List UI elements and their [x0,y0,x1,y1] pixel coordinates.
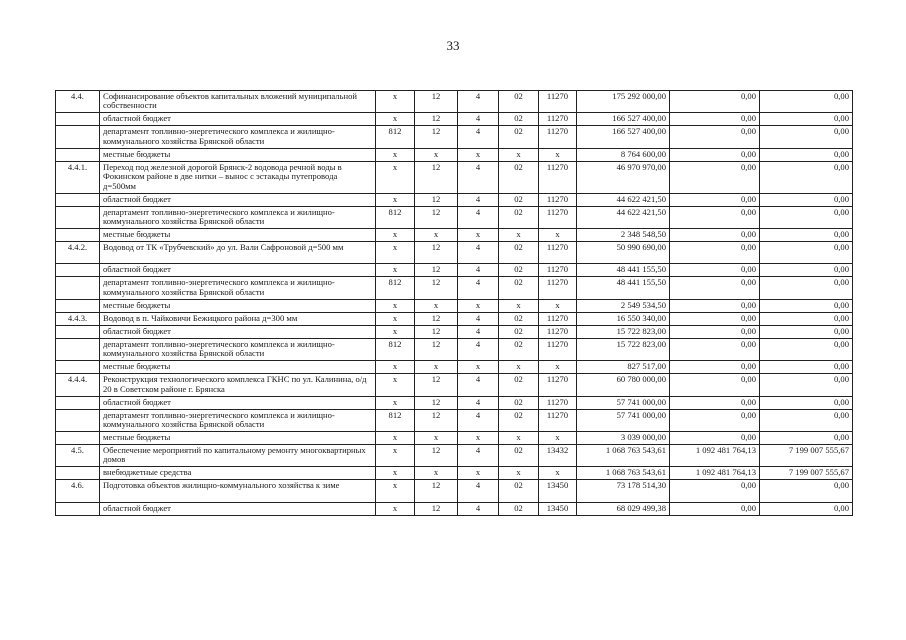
table-row [56,126,853,148]
subsection-cell: 4 [458,241,499,263]
amount-year3-cell: 0,00 [760,161,853,193]
section-cell: 12 [415,338,458,360]
direction-cell: х [539,467,577,480]
row-name-cell: местные бюджеты [100,431,376,444]
amount-year2-cell: 0,00 [670,299,760,312]
program-cell: 02 [499,277,539,299]
amount-year3-cell: 0,00 [760,396,853,409]
amount-year2-cell: 0,00 [670,312,760,325]
row-name-cell: областной бюджет [100,325,376,338]
section-cell: 12 [415,241,458,263]
section-cell: 12 [415,264,458,277]
program-cell: 02 [499,480,539,502]
code-cell: х [376,467,415,480]
subsection-cell: х [458,431,499,444]
program-cell: 02 [499,312,539,325]
direction-cell: 11270 [539,241,577,263]
program-cell: 02 [499,325,539,338]
code-cell: х [376,161,415,193]
row-name-cell: областной бюджет [100,502,376,515]
amount-year1-cell: 2 549 534,50 [577,299,670,312]
amount-year1-cell: 48 441 155,50 [577,277,670,299]
amount-year3-cell: 0,00 [760,361,853,374]
amount-year2-cell: 0,00 [670,148,760,161]
row-number-cell [56,431,100,444]
row-name-cell: Реконструкция технологического комплекса ГКНС по ул. Калинина, о/д 20 в Советском районе г. Брянска [100,374,376,396]
row-number-cell: 4.5. [56,444,100,466]
row-number-cell [56,467,100,480]
subsection-cell: 4 [458,161,499,193]
subsection-cell: 4 [458,338,499,360]
row-name-cell: местные бюджеты [100,148,376,161]
table-row [56,228,853,241]
code-cell: 812 [376,277,415,299]
section-cell: х [415,299,458,312]
row-name-cell: местные бюджеты [100,361,376,374]
section-cell: 12 [415,312,458,325]
program-cell: 02 [499,113,539,126]
program-cell: 02 [499,444,539,466]
subsection-cell: 4 [458,277,499,299]
amount-year2-cell: 0,00 [670,113,760,126]
row-number-cell: 4.4.3. [56,312,100,325]
row-name-cell: местные бюджеты [100,299,376,312]
row-name-cell: департамент топливно-энергетического комплекса и жилищно-коммунального хозяйства Брянской области [100,338,376,360]
table-row [56,148,853,161]
amount-year3-cell: 0,00 [760,374,853,396]
amount-year1-cell: 16 550 340,00 [577,312,670,325]
amount-year3-cell: 0,00 [760,299,853,312]
direction-cell: 11270 [539,264,577,277]
row-name-cell: Переход под железной дорогой Брянск-2 водовода речной воды в Фокинском районе в две нитки – вынос с эстакады путепровода д=500мм [100,161,376,193]
section-cell: 12 [415,480,458,502]
amount-year1-cell: 175 292 000,00 [577,91,670,113]
subsection-cell: х [458,148,499,161]
amount-year2-cell: 0,00 [670,161,760,193]
subsection-cell: х [458,299,499,312]
table-row [56,409,853,431]
table-row [56,431,853,444]
amount-year2-cell: 0,00 [670,193,760,206]
program-cell: 02 [499,206,539,228]
subsection-cell: 4 [458,502,499,515]
direction-cell: 11270 [539,396,577,409]
section-cell: х [415,467,458,480]
amount-year2-cell: 0,00 [670,431,760,444]
amount-year3-cell: 0,00 [760,148,853,161]
amount-year1-cell: 57 741 000,00 [577,409,670,431]
amount-year3-cell: 0,00 [760,113,853,126]
section-cell: 12 [415,374,458,396]
amount-year1-cell: 44 622 421,50 [577,193,670,206]
code-cell: х [376,396,415,409]
amount-year3-cell: 0,00 [760,312,853,325]
subsection-cell: х [458,361,499,374]
amount-year1-cell: 166 527 400,00 [577,126,670,148]
row-number-cell [56,277,100,299]
amount-year1-cell: 15 722 823,00 [577,338,670,360]
row-name-cell: областной бюджет [100,396,376,409]
program-cell: 02 [499,502,539,515]
table-row [56,374,853,396]
program-cell: 02 [499,264,539,277]
section-cell: 12 [415,91,458,113]
row-number-cell [56,396,100,409]
row-number-cell: 4.4.1. [56,161,100,193]
code-cell: 812 [376,338,415,360]
subsection-cell: 4 [458,374,499,396]
row-name-cell: департамент топливно-энергетического комплекса и жилищно-коммунального хозяйства Брянской области [100,206,376,228]
subsection-cell: х [458,467,499,480]
program-cell: 02 [499,409,539,431]
row-name-cell: Водовод от ТК «Трубчевский» до ул. Вали Сафроновой д=500 мм [100,241,376,263]
row-number-cell [56,148,100,161]
row-number-cell [56,361,100,374]
section-cell: х [415,148,458,161]
amount-year2-cell: 0,00 [670,409,760,431]
direction-cell: х [539,361,577,374]
amount-year3-cell: 0,00 [760,277,853,299]
direction-cell: 11270 [539,193,577,206]
amount-year2-cell: 0,00 [670,338,760,360]
section-cell: 12 [415,193,458,206]
table-row [56,467,853,480]
table-row [56,241,853,263]
table-row [56,277,853,299]
program-cell: х [499,148,539,161]
amount-year1-cell: 1 068 763 543,61 [577,444,670,466]
row-name-cell: Подготовка объектов жилищно-коммунального хозяйства к зиме [100,480,376,502]
amount-year1-cell: 50 990 690,00 [577,241,670,263]
code-cell: 812 [376,126,415,148]
direction-cell: 11270 [539,338,577,360]
subsection-cell: 4 [458,264,499,277]
amount-year2-cell: 0,00 [670,228,760,241]
amount-year3-cell: 0,00 [760,228,853,241]
subsection-cell: 4 [458,113,499,126]
row-number-cell: 4.4.2. [56,241,100,263]
section-cell: 12 [415,206,458,228]
amount-year1-cell: 68 029 499,38 [577,502,670,515]
table-row [56,299,853,312]
direction-cell: 11270 [539,325,577,338]
code-cell: х [376,502,415,515]
amount-year3-cell: 0,00 [760,338,853,360]
section-cell: 12 [415,277,458,299]
direction-cell: 11270 [539,91,577,113]
direction-cell: 11270 [539,161,577,193]
table-row [56,361,853,374]
direction-cell: 13432 [539,444,577,466]
row-number-cell [56,113,100,126]
direction-cell: 13450 [539,480,577,502]
table-row [56,113,853,126]
table-row [56,396,853,409]
table-row [56,264,853,277]
table-body [56,91,853,516]
amount-year1-cell: 8 764 600,00 [577,148,670,161]
direction-cell: х [539,299,577,312]
subsection-cell: 4 [458,312,499,325]
table-row [56,502,853,515]
direction-cell: 11270 [539,409,577,431]
amount-year2-cell: 0,00 [670,325,760,338]
subsection-cell: х [458,228,499,241]
direction-cell: 11270 [539,312,577,325]
amount-year3-cell: 0,00 [760,126,853,148]
budget-table [55,90,853,516]
code-cell: х [376,228,415,241]
section-cell: 12 [415,409,458,431]
amount-year2-cell: 0,00 [670,502,760,515]
amount-year1-cell: 3 039 000,00 [577,431,670,444]
row-number-cell [56,228,100,241]
table-row [56,444,853,466]
amount-year2-cell: 0,00 [670,241,760,263]
amount-year3-cell: 0,00 [760,91,853,113]
program-cell: х [499,361,539,374]
program-cell: х [499,228,539,241]
amount-year1-cell: 166 527 400,00 [577,113,670,126]
row-number-cell [56,193,100,206]
section-cell: 12 [415,126,458,148]
program-cell: 02 [499,241,539,263]
table-row [56,338,853,360]
row-name-cell: внебюджетные средства [100,467,376,480]
amount-year2-cell: 0,00 [670,361,760,374]
row-number-cell [56,338,100,360]
amount-year3-cell: 0,00 [760,193,853,206]
section-cell: 12 [415,161,458,193]
program-cell: 02 [499,161,539,193]
amount-year1-cell: 1 068 763 543,61 [577,467,670,480]
row-number-cell [56,325,100,338]
amount-year3-cell: 0,00 [760,409,853,431]
amount-year1-cell: 46 970 970,00 [577,161,670,193]
amount-year2-cell: 0,00 [670,126,760,148]
amount-year1-cell: 2 348 548,50 [577,228,670,241]
subsection-cell: 4 [458,126,499,148]
code-cell: х [376,148,415,161]
amount-year2-cell: 0,00 [670,396,760,409]
amount-year1-cell: 48 441 155,50 [577,264,670,277]
subsection-cell: 4 [458,480,499,502]
code-cell: х [376,361,415,374]
subsection-cell: 4 [458,444,499,466]
code-cell: х [376,91,415,113]
subsection-cell: 4 [458,206,499,228]
code-cell: х [376,444,415,466]
table-row [56,480,853,502]
amount-year3-cell: 0,00 [760,264,853,277]
section-cell: 12 [415,444,458,466]
code-cell: х [376,312,415,325]
subsection-cell: 4 [458,396,499,409]
amount-year2-cell: 0,00 [670,480,760,502]
row-name-cell: местные бюджеты [100,228,376,241]
amount-year3-cell: 0,00 [760,502,853,515]
direction-cell: х [539,148,577,161]
amount-year1-cell: 73 178 514,30 [577,480,670,502]
program-cell: 02 [499,338,539,360]
amount-year3-cell: 0,00 [760,325,853,338]
amount-year2-cell: 0,00 [670,264,760,277]
code-cell: 812 [376,206,415,228]
program-cell: х [499,431,539,444]
amount-year3-cell: 7 199 007 555,67 [760,444,853,466]
subsection-cell: 4 [458,91,499,113]
row-name-cell: областной бюджет [100,193,376,206]
subsection-cell: 4 [458,409,499,431]
amount-year2-cell: 0,00 [670,206,760,228]
table-row [56,325,853,338]
amount-year1-cell: 15 722 823,00 [577,325,670,338]
page-number: 33 [446,38,460,53]
row-name-cell: областной бюджет [100,113,376,126]
row-number-cell [56,126,100,148]
section-cell: 12 [415,325,458,338]
section-cell: 12 [415,502,458,515]
row-name-cell: департамент топливно-энергетического комплекса и жилищно-коммунального хозяйства Брянской области [100,126,376,148]
section-cell: х [415,361,458,374]
direction-cell: 11270 [539,113,577,126]
code-cell: х [376,299,415,312]
direction-cell: 11270 [539,206,577,228]
code-cell: х [376,480,415,502]
amount-year1-cell: 44 622 421,50 [577,206,670,228]
subsection-cell: 4 [458,325,499,338]
section-cell: 12 [415,396,458,409]
amount-year2-cell: 1 092 481 764,13 [670,467,760,480]
row-number-cell [56,264,100,277]
table-row [56,161,853,193]
program-cell: 02 [499,396,539,409]
row-name-cell: Софинансирование объектов капитальных вложений муниципальной собственности [100,91,376,113]
row-number-cell [56,299,100,312]
section-cell: х [415,431,458,444]
code-cell: х [376,264,415,277]
program-cell: 02 [499,374,539,396]
direction-cell: х [539,228,577,241]
amount-year1-cell: 60 780 000,00 [577,374,670,396]
row-number-cell: 4.6. [56,480,100,502]
program-cell: х [499,467,539,480]
row-name-cell: департамент топливно-энергетического комплекса и жилищно-коммунального хозяйства Брянской области [100,409,376,431]
amount-year1-cell: 827 517,00 [577,361,670,374]
amount-year2-cell: 0,00 [670,277,760,299]
amount-year3-cell: 7 199 007 555,67 [760,467,853,480]
amount-year3-cell: 0,00 [760,241,853,263]
direction-cell: х [539,431,577,444]
amount-year3-cell: 0,00 [760,431,853,444]
direction-cell: 11270 [539,277,577,299]
row-name-cell: Водовод в п. Чайковичи Бежицкого района д=300 мм [100,312,376,325]
direction-cell: 11270 [539,126,577,148]
amount-year2-cell: 1 092 481 764,13 [670,444,760,466]
table-row [56,91,853,113]
code-cell: х [376,241,415,263]
code-cell: х [376,193,415,206]
row-number-cell [56,409,100,431]
program-cell: 02 [499,126,539,148]
table-row [56,312,853,325]
program-cell: 02 [499,91,539,113]
code-cell: 812 [376,409,415,431]
direction-cell: 13450 [539,502,577,515]
row-name-cell: департамент топливно-энергетического комплекса и жилищно-коммунального хозяйства Брянской области [100,277,376,299]
amount-year2-cell: 0,00 [670,91,760,113]
row-number-cell [56,502,100,515]
table-row [56,206,853,228]
section-cell: 12 [415,113,458,126]
subsection-cell: 4 [458,193,499,206]
row-number-cell [56,206,100,228]
code-cell: х [376,431,415,444]
amount-year3-cell: 0,00 [760,480,853,502]
code-cell: х [376,325,415,338]
program-cell: х [499,299,539,312]
code-cell: х [376,113,415,126]
amount-year3-cell: 0,00 [760,206,853,228]
amount-year2-cell: 0,00 [670,374,760,396]
row-number-cell: 4.4.4. [56,374,100,396]
program-cell: 02 [499,193,539,206]
code-cell: х [376,374,415,396]
row-name-cell: областной бюджет [100,264,376,277]
table-row [56,193,853,206]
amount-year1-cell: 57 741 000,00 [577,396,670,409]
direction-cell: 11270 [539,374,577,396]
row-name-cell: Обеспечение мероприятий по капитальному ремонту многоквартирных домов [100,444,376,466]
section-cell: х [415,228,458,241]
row-number-cell: 4.4. [56,91,100,113]
